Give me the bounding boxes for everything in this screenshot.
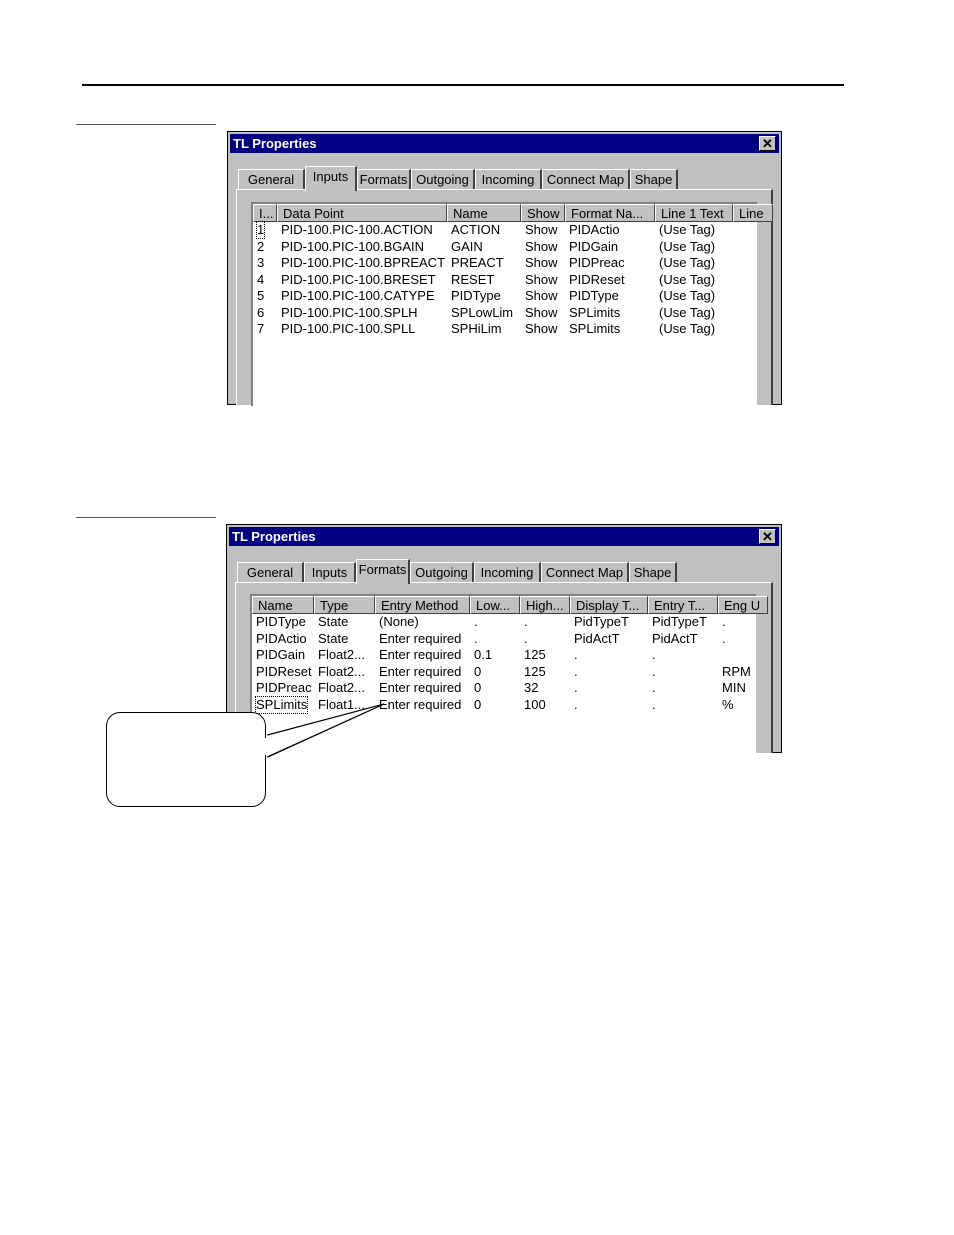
list-cell: PID-100.PIC-100.CATYPE [281, 288, 435, 303]
list-cell: Enter required [379, 663, 462, 679]
list-cell: SPLowLim [451, 304, 514, 320]
tab-outgoing[interactable]: Outgoing [410, 562, 474, 583]
column-header[interactable]: Line [733, 204, 773, 222]
list-cell: PID-100.PIC-100.BGAIN [281, 238, 425, 254]
list-cell: Show [525, 222, 558, 237]
list-cell: (Use Tag) [659, 304, 716, 320]
tab-outgoing[interactable]: Outgoing [411, 169, 475, 190]
tab-shape[interactable]: Shape [630, 169, 678, 190]
list-cell: . [722, 630, 726, 646]
list-cell: % [722, 696, 734, 712]
list-cell[interactable]: SPLimits [256, 696, 308, 712]
list-cell[interactable]: PIDGain [256, 647, 306, 662]
list-cell: State [318, 614, 349, 629]
tab-general[interactable]: General [238, 169, 305, 190]
list-cell: . [652, 680, 656, 695]
list-cell: . [524, 630, 528, 646]
column-header[interactable]: Eng U [718, 596, 768, 614]
list-cell: 125 [524, 647, 546, 662]
list-cell: (Use Tag) [659, 255, 716, 270]
list-cell: PIDType [451, 288, 501, 303]
list-cell: . [474, 614, 478, 629]
tab-general[interactable]: General [237, 562, 304, 583]
list-cell: Show [525, 288, 558, 303]
dialog-title: TL Properties [233, 136, 317, 151]
column-header[interactable]: Format Na... [565, 204, 655, 222]
list-cell: . [722, 614, 726, 629]
close-icon[interactable]: ✕ [759, 529, 776, 544]
list-cell: SPLimits [569, 321, 621, 336]
list-cell: PIDGain [569, 238, 619, 254]
list-cell: Show [525, 238, 558, 254]
list-cell: PID-100.PIC-100.SPLL [281, 321, 416, 336]
list-cell: Float2... [318, 647, 365, 662]
tab-incoming[interactable]: Incoming [475, 169, 542, 190]
list-cell: PIDPreac [569, 255, 625, 270]
list-cell[interactable]: PIDReset [256, 663, 312, 679]
list-cell: MIN [722, 680, 746, 695]
column-header[interactable]: Name [252, 596, 314, 614]
list-cell: PidTypeT [652, 614, 707, 629]
list-cell[interactable]: 6 [257, 304, 265, 320]
list-cell: 0 [474, 663, 482, 679]
column-header[interactable]: I... [253, 204, 277, 222]
list-cell: PidTypeT [574, 614, 629, 629]
list-cell: Show [525, 271, 558, 287]
list-cell: Float1... [318, 696, 365, 712]
list-cell: PREACT [451, 255, 504, 270]
dialog-title: TL Properties [232, 529, 316, 544]
list-cell[interactable]: PIDActio [256, 630, 307, 646]
list-cell[interactable]: 7 [257, 321, 265, 336]
tab-inputs[interactable]: Inputs [304, 562, 356, 583]
column-header[interactable]: Data Point [277, 204, 447, 222]
list-cell: . [574, 647, 578, 662]
list-cell[interactable]: 3 [257, 255, 265, 270]
list-cell: 100 [524, 696, 546, 712]
list-cell: (Use Tag) [659, 271, 716, 287]
list-cell: (Use Tag) [659, 238, 716, 254]
list-cell: . [574, 696, 578, 712]
list-cell: PidActT [574, 630, 620, 646]
tab-formats[interactable]: Formats [356, 559, 410, 584]
list-cell: Enter required [379, 647, 462, 662]
list-cell: Enter required [379, 630, 462, 646]
tab-formats[interactable]: Formats [357, 169, 411, 190]
list-cell: (Use Tag) [659, 288, 716, 303]
column-header[interactable]: Show [521, 204, 565, 222]
list-cell: . [474, 630, 478, 646]
tab-inputs[interactable]: Inputs [305, 166, 357, 191]
list-cell: . [524, 614, 528, 629]
list-cell: SPLimits [569, 304, 621, 320]
column-header[interactable]: Entry Method [375, 596, 470, 614]
tab-connect-map[interactable]: Connect Map [541, 562, 629, 583]
list-cell: (Use Tag) [659, 321, 716, 336]
list-cell[interactable]: PIDPreac [256, 680, 312, 695]
list-cell: . [652, 663, 656, 679]
list-cell: ACTION [451, 222, 501, 237]
list-cell: 0 [474, 696, 482, 712]
list-cell: PIDReset [569, 271, 625, 287]
list-cell: PID-100.PIC-100.ACTION [281, 222, 433, 237]
list-cell: Show [525, 321, 558, 336]
list-cell: PID-100.PIC-100.BPREACT [281, 255, 446, 270]
list-cell[interactable]: 2 [257, 238, 265, 254]
close-icon[interactable]: ✕ [759, 136, 776, 151]
list-cell: (Use Tag) [659, 222, 716, 237]
list-cell[interactable]: 1 [257, 222, 265, 237]
list-cell: Float2... [318, 680, 365, 695]
column-header[interactable]: Entry T... [648, 596, 718, 614]
list-cell: Enter required [379, 696, 462, 712]
list-cell: Show [525, 255, 558, 270]
list-cell: PidActT [652, 630, 698, 646]
list-cell: PID-100.PIC-100.SPLH [281, 304, 418, 320]
column-header[interactable]: Display T... [570, 596, 648, 614]
list-cell: SPHiLim [451, 321, 502, 336]
list-cell: PID-100.PIC-100.BRESET [281, 271, 436, 287]
tab-connect-map[interactable]: Connect Map [542, 169, 630, 190]
column-header[interactable]: Type [314, 596, 375, 614]
list-cell: (None) [379, 614, 419, 629]
list-cell: 32 [524, 680, 539, 695]
tab-incoming[interactable]: Incoming [474, 562, 541, 583]
list-cell[interactable]: 4 [257, 271, 265, 287]
list-cell: RPM [722, 663, 751, 679]
tab-shape[interactable]: Shape [629, 562, 677, 583]
column-header[interactable]: Low... [470, 596, 520, 614]
list-cell[interactable]: 5 [257, 288, 265, 303]
list-cell: 125 [524, 663, 546, 679]
list-cell: Enter required [379, 680, 462, 695]
list-cell: RESET [451, 271, 495, 287]
list-cell: . [574, 680, 578, 695]
list-cell: Show [525, 304, 558, 320]
column-header[interactable]: High... [520, 596, 570, 614]
list-cell: PIDActio [569, 222, 620, 237]
list-cell: Float2... [318, 663, 365, 679]
list-cell: . [652, 647, 656, 662]
list-cell: State [318, 630, 349, 646]
column-header[interactable]: Line 1 Text [655, 204, 733, 222]
list-cell: 0.1 [474, 647, 493, 662]
column-header[interactable]: Name [447, 204, 521, 222]
list-cell: 0 [474, 680, 482, 695]
list-cell: GAIN [451, 238, 483, 254]
list-cell: . [652, 696, 656, 712]
list-cell[interactable]: PIDType [256, 614, 306, 629]
list-cell: PIDType [569, 288, 619, 303]
list-cell: . [574, 663, 578, 679]
